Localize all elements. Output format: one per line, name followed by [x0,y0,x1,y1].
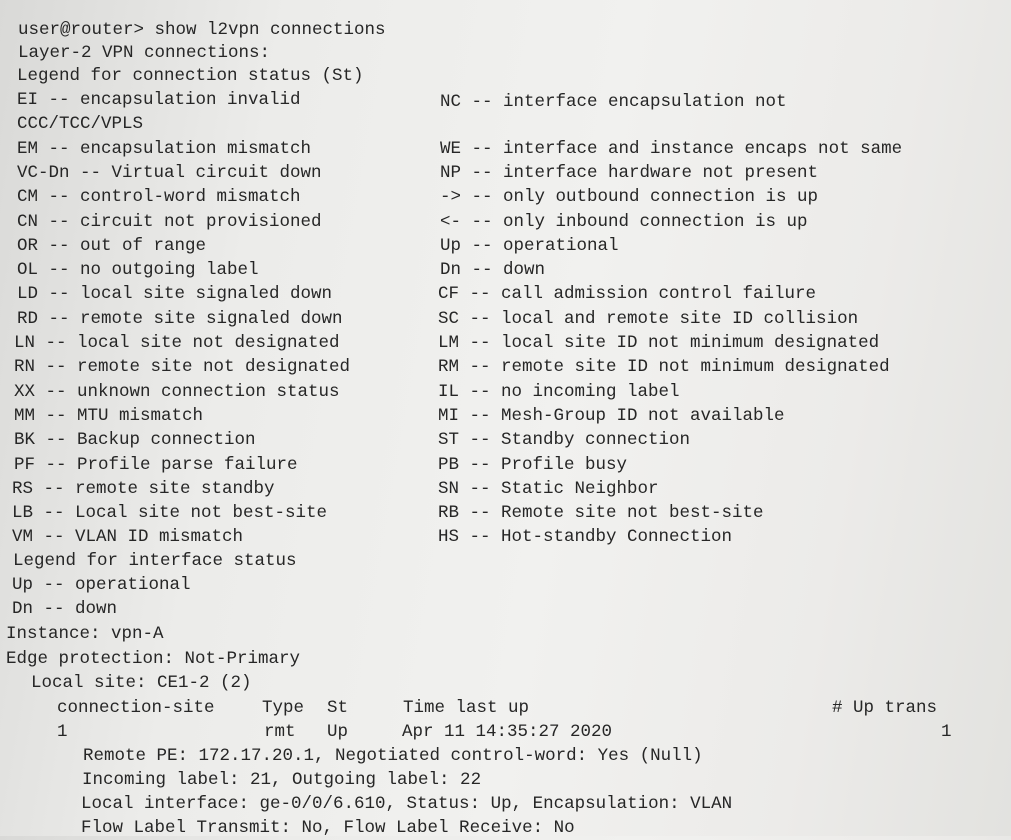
detail-flow-label: Flow Label Transmit: No, Flow Label Receive: No [81,818,575,838]
table-header-type: Type [262,698,305,718]
legend-row-left: CM -- control-word mismatch [17,187,301,207]
legend-row-right: NP -- interface hardware not present [440,163,819,183]
edge-protection: Edge protection: Not-Primary [6,649,301,669]
legend-row-left: PF -- Profile parse failure [14,455,298,475]
legend-row-right: Dn -- down [440,260,546,280]
command-prompt-line: user@router> show l2vpn connections [18,20,386,40]
legend-row-left: CCC/TCC/VPLS [17,114,144,134]
detail-labels: Incoming label: 21, Outgoing label: 22 [82,770,482,790]
legend-row-right: ST -- Standby connection [438,430,691,450]
legend-row-left: OL -- no outgoing label [17,260,259,280]
table-cell-time-last-up: Apr 11 14:35:27 2020 [402,722,613,742]
legend-row-left: MM -- MTU mismatch [14,406,204,426]
table-cell-up-trans: 1 [941,722,952,742]
legend-row-left: EM -- encapsulation mismatch [17,139,312,159]
legend-row-left: LN -- local site not designated [14,333,340,353]
instance-name: Instance: vpn-A [6,624,164,644]
legend-row-right: SN -- Static Neighbor [438,479,659,499]
detail-local-interface: Local interface: ge-0/0/6.610, Status: Up, Encapsulation: VLAN [81,794,733,814]
legend-row-left: BK -- Backup connection [14,430,256,450]
legend-row-right: RB -- Remote site not best-site [438,503,764,523]
legend-connection-title: Legend for connection status (St) [17,66,364,86]
legend-row-right: <- -- only inbound connection is up [440,212,808,232]
legend-interface-row: Up -- operational [12,575,191,595]
legend-row-left: RS -- remote site standby [12,479,275,499]
legend-row-left: RN -- remote site not designated [14,357,351,377]
legend-row-left: VC-Dn -- Virtual circuit down [17,163,322,183]
legend-row-right: MI -- Mesh-Group ID not available [438,406,785,426]
legend-row-left: LB -- Local site not best-site [12,503,328,523]
legend-row-left: EI -- encapsulation invalid [17,90,301,110]
legend-row-left: XX -- unknown connection status [14,382,340,402]
table-header-time-last-up: Time last up [403,698,530,718]
legend-row-right: WE -- interface and instance encaps not same [440,139,903,159]
legend-row-right: RM -- remote site ID not minimum designated [438,357,890,377]
table-cell-st: Up [327,722,349,742]
detail-remote-pe: Remote PE: 172.17.20.1, Negotiated control-word: Yes (Null) [83,746,703,766]
legend-row-left: VM -- VLAN ID mismatch [12,527,244,547]
legend-row-left: RD -- remote site signaled down [17,309,343,329]
table-header-up-trans: # Up trans [832,698,938,718]
legend-interface-row: Dn -- down [12,599,118,619]
legend-row-left: CN -- circuit not provisioned [17,212,322,232]
legend-row-right: NC -- interface encapsulation not [440,92,787,112]
legend-row-right: Up -- operational [440,236,619,256]
legend-row-right: HS -- Hot-standby Connection [438,527,733,547]
legend-row-right: -> -- only outbound connection is up [440,187,819,207]
legend-row-right: IL -- no incoming label [438,382,680,402]
table-cell-type: rmt [264,722,296,742]
output-header: Layer-2 VPN connections: [18,43,271,63]
legend-row-left: OR -- out of range [17,236,207,256]
legend-row-right: LM -- local site ID not minimum designated [438,333,880,353]
table-header-st: St [327,698,349,718]
legend-row-right: SC -- local and remote site ID collision [438,309,859,329]
table-cell-connection-site: 1 [57,722,68,742]
legend-interface-title: Legend for interface status [13,551,297,571]
table-header-connection-site: connection-site [57,698,215,718]
local-site: Local site: CE1-2 (2) [31,673,252,693]
legend-row-right: CF -- call admission control failure [438,284,817,304]
legend-row-right: PB -- Profile busy [438,455,628,475]
legend-row-left: LD -- local site signaled down [17,284,333,304]
